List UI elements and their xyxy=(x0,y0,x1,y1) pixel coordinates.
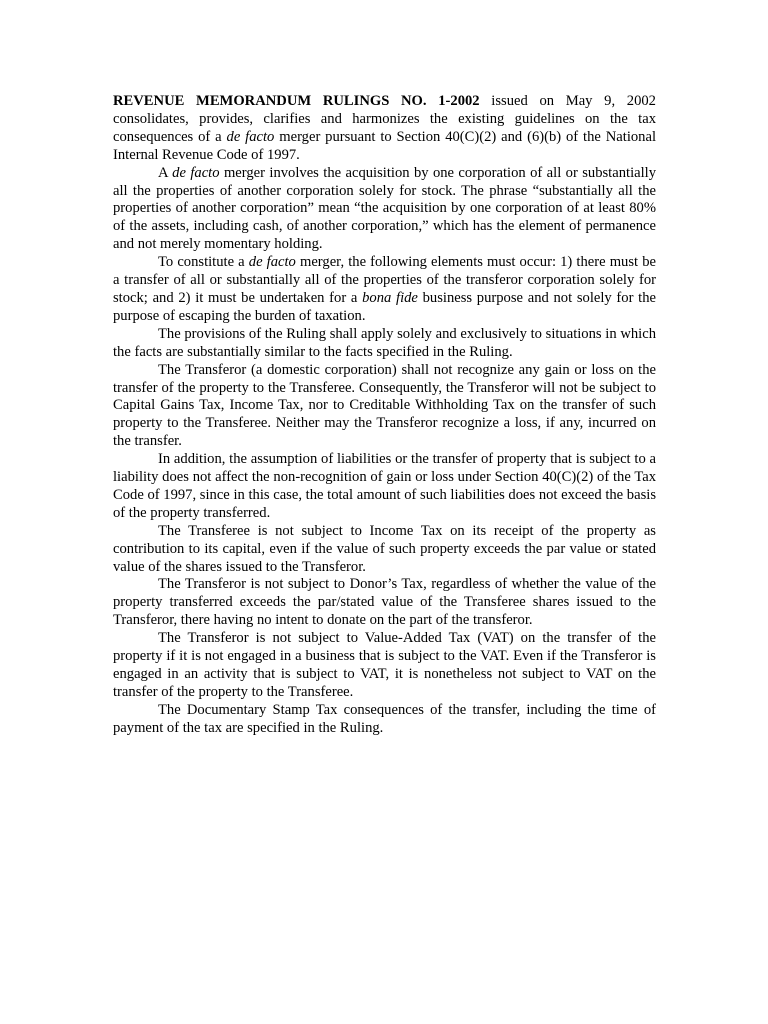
definition-text-a: A xyxy=(158,164,173,181)
intro-text-a: issued on May 9, 2002 consolidates, provides, clarifies and harmonizes the existing guidelines on the tax consequences of a xyxy=(113,93,656,145)
paragraph-transferor-gain-loss: The Transferor (a domestic corporation) shall not recognize any gain or loss on the transfer of the property to the Transferee. Consequently, the Transferor will not be subject to Capital Gains Tax, Income Tax, nor to Creditable Withholding Tax on the transfer of such property to the Transferee. Neither may the Transferor recognize a loss, if any, incurred on the transfer. xyxy=(113,361,656,450)
elements-text-c: business purpose and not solely for the purpose of escaping the burden of taxation. xyxy=(113,289,656,324)
elements-text-a: To constitute a xyxy=(158,254,249,271)
paragraph-transferee-income-tax: The Transferee is not subject to Income Tax on its receipt of the property as contribution to its capital, even if the value of such property exceeds the par value or stated value of the shares issued to the Transferor. xyxy=(113,522,656,575)
paragraph-vat: The Transferor is not subject to Value-Added Tax (VAT) on the transfer of the property if it is not engaged in a business that is subject to the VAT. Even if the Transferor is engaged in an activity that is subject to VAT, it is nonetheless not subject to VAT on the transfer of the property to the Transferee. xyxy=(113,630,656,700)
intro-italic-de-facto: de facto xyxy=(226,128,275,145)
paragraph-documentary-stamp-tax: The Documentary Stamp Tax consequences of the transfer, including the time of payment of the tax are specified in the Ruling. xyxy=(113,701,656,736)
elements-italic-de-facto: de facto xyxy=(248,254,296,271)
elements-italic-bona-fide: bona fide xyxy=(362,289,418,306)
document-page xyxy=(113,93,656,738)
paragraph-donors-tax: The Transferor is not subject to Donor’s Tax, regardless of whether the value of the property transferred exceeds the par/stated value of the Transferee shares issued to the Transferor, there having no intent to donate on the part of the transferor. xyxy=(113,576,656,629)
paragraph-applicability: The provisions of the Ruling shall apply solely and exclusively to situations in which the facts are substantially similar to the facts specified in the Ruling. xyxy=(113,325,656,360)
paragraph-liabilities: In addition, the assumption of liabilities or the transfer of property that is subject to a liability does not affect the non-recognition of gain or loss under Section 40(C)(2) of the Tax Code of 1997, since in this case, the total amount of such liabilities does not exceed the basis of the property transferred. xyxy=(113,451,656,521)
intro-text-b: merger pursuant to Section 40(C)(2) and (6)(b) of the National Internal Revenue Code of 1997. xyxy=(113,128,657,163)
paragraph-definition xyxy=(113,165,656,255)
ruling-heading: REVENUE MEMORANDUM RULINGS NO. 1-2002 xyxy=(113,93,480,109)
paragraph-intro xyxy=(113,93,656,165)
elements-text-b: merger, the following elements must occur: 1) there must be a transfer of all or substantially all of the properties of the transferor corporation solely for stock; and 2) it must be undertaken for a xyxy=(113,254,656,306)
paragraph-elements xyxy=(113,254,656,326)
definition-italic-de-facto: de facto xyxy=(172,164,220,181)
definition-text-b: merger involves the acquisition by one corporation of all or substantially all the properties of another corporation solely for stock. The phrase “substantially all the properties of another corporation” mean “the acquisition by one corporation of at least 80% of the assets, including cash, of another corporation,” which has the element of permanence and not merely momentary holding. xyxy=(113,164,657,253)
